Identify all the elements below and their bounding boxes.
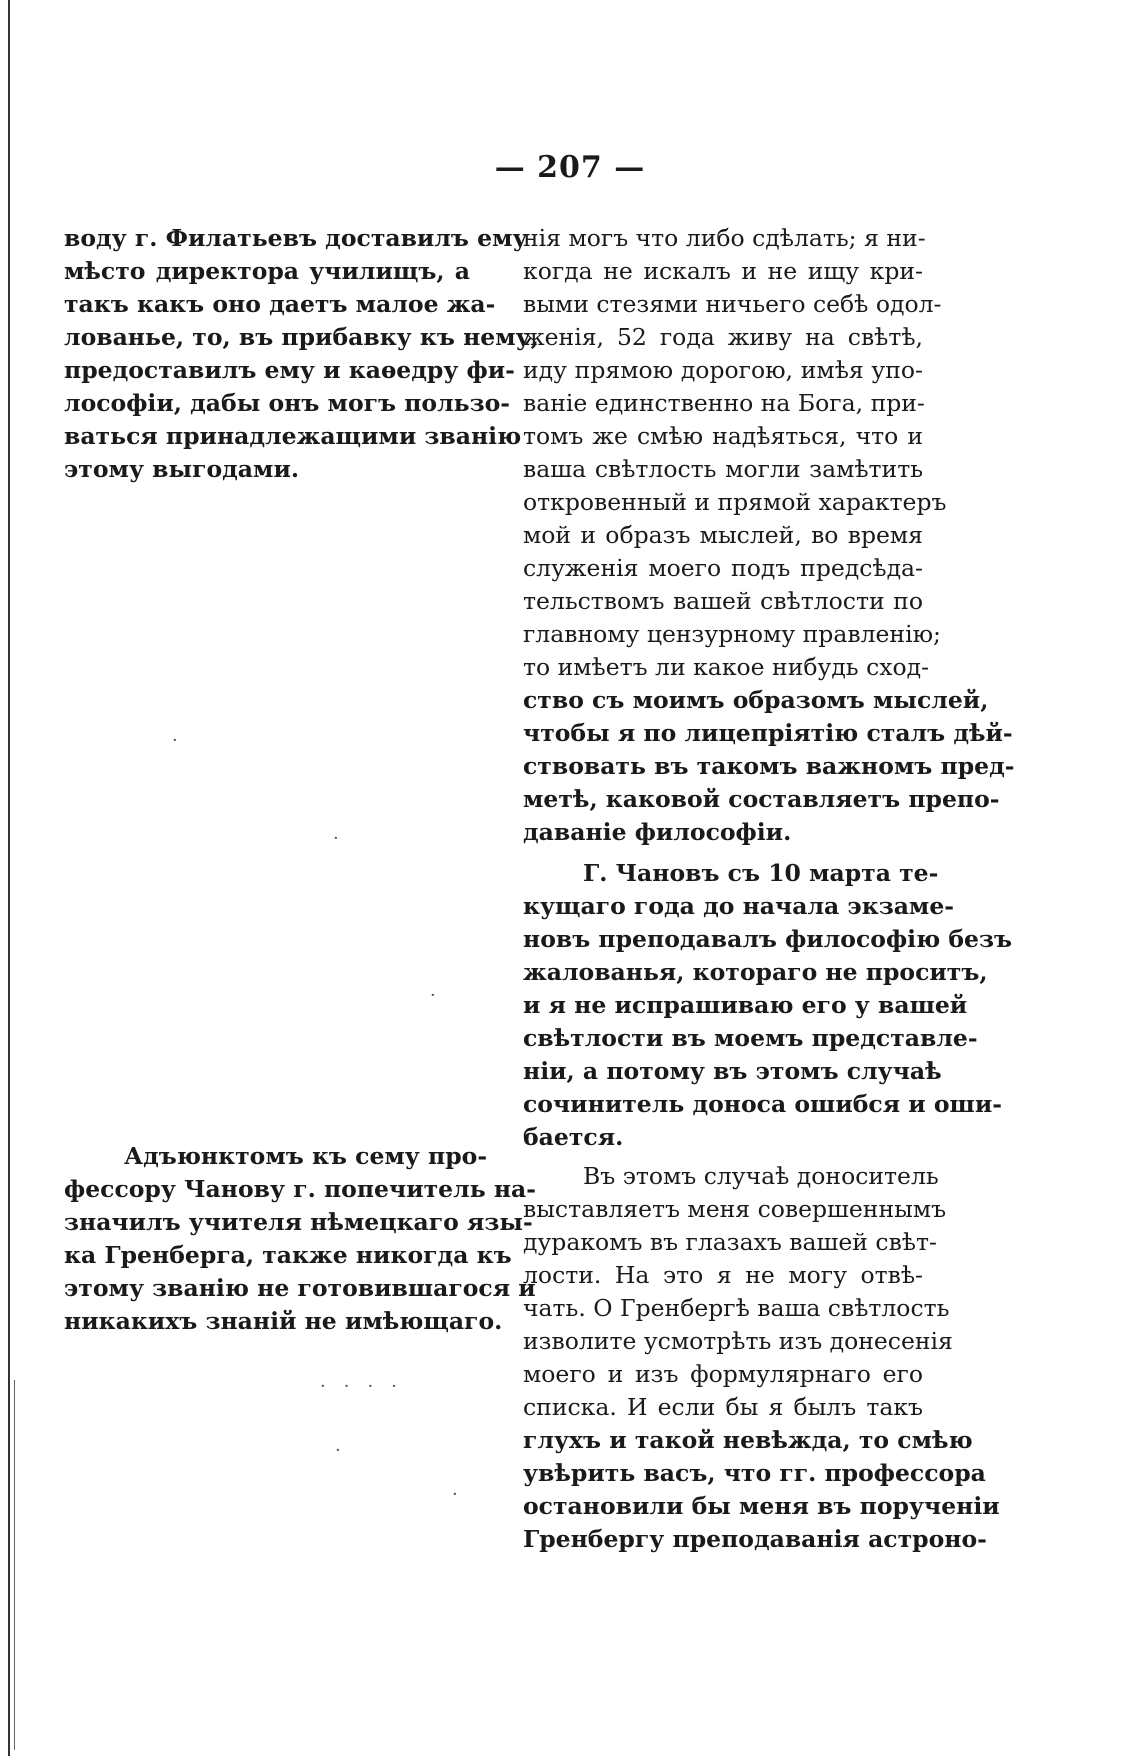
text-line: Адъюнктомъ къ сему про- <box>124 1142 488 1170</box>
text-line: ка Гренберга, также никогда къ <box>64 1241 512 1269</box>
text-line: служенія моего подъ предсѣда- <box>523 554 923 582</box>
text-line: иду прямою дорогою, имѣя упо- <box>523 356 923 384</box>
text-line: тельствомъ вашей свѣтлости по <box>523 587 923 615</box>
text-line: Гренбергу преподаванія астроно- <box>523 1525 987 1553</box>
text-line: мой и образъ мыслей, во время <box>523 521 923 549</box>
text-line: фессору Чанову г. попечитель на- <box>64 1175 537 1203</box>
text-line: сочинитель доноса ошибся и оши- <box>523 1090 1002 1118</box>
stray-dot: · <box>335 1440 341 1461</box>
text-line: дуракомъ въ глазахъ вашей свѣт- <box>523 1228 937 1256</box>
text-line: то имѣетъ ли какое нибудь сход- <box>523 653 930 681</box>
text-line: увѣрить васъ, что гг. профессора <box>523 1459 986 1487</box>
text-line: списка. И если бы я былъ такъ <box>523 1393 923 1421</box>
right-paragraph-3 <box>523 1160 1000 1556</box>
text-line: томъ же смѣю надѣяться, что и <box>523 422 923 450</box>
text-line: ваться принадлежащими званію <box>64 422 522 450</box>
text-line: нія могъ что либо сдѣлать; я ни- <box>523 224 926 252</box>
text-line: воду г. Филатьевъ доставилъ ему <box>64 224 528 252</box>
text-line: женія, 52 года живу на свѣтѣ, <box>523 323 923 351</box>
text-line: чтобы я по лицепріятію сталъ дѣй- <box>523 719 1013 747</box>
text-line: даваніе философіи. <box>523 818 792 846</box>
page-number: — 207 — <box>494 150 646 185</box>
text-line: ваніе единственно на Бога, при- <box>523 389 925 417</box>
text-line: выставляетъ меня совершеннымъ <box>523 1195 947 1223</box>
stray-dot: · <box>172 730 178 751</box>
text-line: этому выгодами. <box>64 455 300 483</box>
stray-dot: · <box>430 985 436 1006</box>
text-line: и я не испрашиваю его у вашей <box>523 991 968 1019</box>
left-paragraph-1 <box>64 222 539 486</box>
text-line: такъ какъ оно даетъ малое жа- <box>64 290 496 318</box>
text-line: Въ этомъ случаѣ доноситель <box>583 1162 939 1190</box>
text-line: мѣсто директора училищъ, а <box>64 257 470 285</box>
page-edge-line-lower <box>14 1380 15 1750</box>
right-paragraph-2 <box>523 857 1012 1154</box>
page-edge-line <box>8 0 10 1756</box>
text-line: никакихъ знаній не имѣющаго. <box>64 1307 503 1335</box>
text-line: свѣтлости въ моемъ представле- <box>523 1024 978 1052</box>
text-line: чать. О Гренбергѣ ваша свѣтлость <box>523 1294 950 1322</box>
text-line: изволите усмотрѣть изъ донесенія <box>523 1327 953 1355</box>
text-line: главному цензурному правленію; <box>523 620 941 648</box>
text-line: остановили бы меня въ порученіи <box>523 1492 1000 1520</box>
text-line: кущаго года до начала экзаме- <box>523 892 955 920</box>
text-line: Г. Чановъ съ 10 марта те- <box>583 859 939 887</box>
text-line: лософіи, дабы онъ могъ пользо- <box>64 389 511 417</box>
text-line: новъ преподавалъ философію безъ <box>523 925 1012 953</box>
text-line: лованье, то, въ прибавку къ нему, <box>64 323 539 351</box>
text-line: когда не искалъ и не ищу кри- <box>523 257 923 285</box>
text-line: бается. <box>523 1123 624 1151</box>
right-column <box>523 222 1015 1556</box>
text-line: метѣ, каковой составляетъ препо- <box>523 785 1000 813</box>
text-line: моего и изъ формулярнаго его <box>523 1360 923 1388</box>
text-line: этому званію не готовившагося и <box>64 1274 536 1302</box>
stray-dots: ···· <box>320 1376 415 1397</box>
text-line: ствовать въ такомъ важномъ пред- <box>523 752 1015 780</box>
text-line: жалованья, котораго не проситъ, <box>523 958 988 986</box>
left-paragraph-2 <box>64 1140 537 1338</box>
text-line: ство съ моимъ образомъ мыслей, <box>523 686 989 714</box>
stray-dot: · <box>333 828 339 849</box>
text-line: лости. На это я не могу отвѣ- <box>523 1261 923 1289</box>
text-line: предоставилъ ему и каѳедру фи- <box>64 356 515 384</box>
stray-dot: · <box>452 1484 458 1505</box>
right-paragraph-1 <box>523 222 1015 849</box>
text-line: значилъ учителя нѣмецкаго язы- <box>64 1208 533 1236</box>
text-line: глухъ и такой невѣжда, то смѣю <box>523 1426 973 1454</box>
text-line: ваша свѣтлость могли замѣтить <box>523 455 923 483</box>
text-line: выми стезями ничьего себѣ одол- <box>523 290 942 318</box>
text-line: ніи, а потому въ этомъ случаѣ <box>523 1057 942 1085</box>
text-line: откровенный и прямой характеръ <box>523 488 947 516</box>
